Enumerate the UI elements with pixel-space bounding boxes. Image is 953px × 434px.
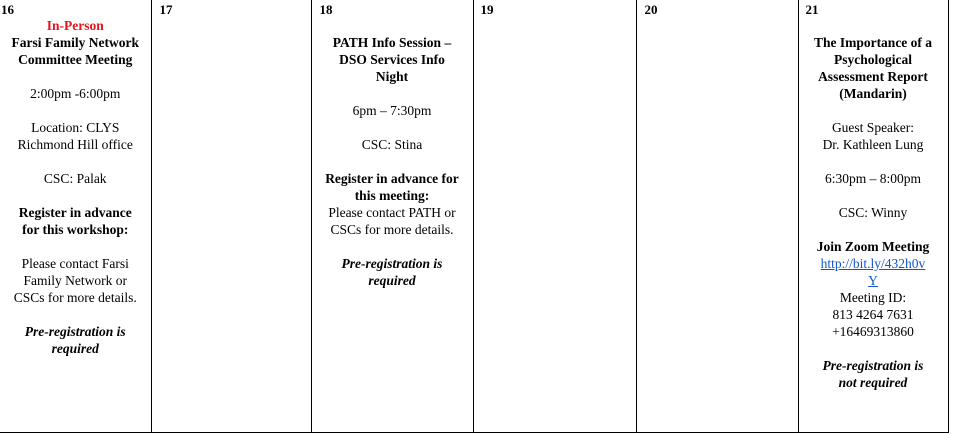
preregistration-note: required <box>51 341 99 356</box>
register-heading: Register in advance for <box>325 171 459 186</box>
day-cell-20 <box>636 0 798 432</box>
event-title-line: Assessment Report <box>818 69 928 84</box>
event-time: 6pm – 7:30pm <box>352 103 432 118</box>
event-title-line: PATH Info Session – <box>332 35 452 50</box>
meeting-id: 813 4264 7631 <box>832 307 914 322</box>
event-title-line: Psychological <box>834 52 912 67</box>
meeting-id-label: Meeting ID: <box>839 290 907 305</box>
zoom-heading: Join Zoom Meeting <box>816 239 930 254</box>
contact-info: Please contact PATH or <box>328 205 456 220</box>
preregistration-note: not required <box>838 375 908 390</box>
register-heading: this meeting: <box>354 188 430 203</box>
event-csc: CSC: Winny <box>838 205 908 220</box>
day-number-18: 18 <box>319 2 333 17</box>
event-title-line: Farsi Family Network <box>11 35 139 50</box>
day-number-21: 21 <box>805 2 819 17</box>
preregistration-note: Pre-registration is <box>341 256 443 271</box>
contact-info: CSCs for more details. <box>330 222 454 237</box>
day-cell-17 <box>151 0 311 432</box>
day-number-20: 20 <box>644 2 658 17</box>
contact-info: Family Network or <box>23 273 127 288</box>
dial-in-phone: +16469313860 <box>832 324 914 339</box>
event-time: 6:30pm – 8:00pm <box>824 171 921 186</box>
zoom-link[interactable]: http://bit.ly/432h0v <box>820 256 926 271</box>
day-cell-16 <box>0 0 151 432</box>
event-title-line: (Mandarin) <box>839 86 907 101</box>
event-title-line: Night <box>375 69 409 84</box>
day-number-19: 19 <box>480 2 494 17</box>
day-cell-18 <box>311 0 473 432</box>
event-title-line: Committee Meeting <box>18 52 133 67</box>
contact-info: CSCs for more details. <box>13 290 137 305</box>
event-title-line: The Importance of a <box>813 35 933 50</box>
event-location: Richmond Hill office <box>17 137 133 152</box>
event-title-line: DSO Services Info <box>339 52 445 67</box>
event-time: 2:00pm -6:00pm <box>30 86 121 101</box>
contact-info: Please contact Farsi <box>21 256 129 271</box>
preregistration-note: Pre-registration is <box>822 358 924 373</box>
register-heading: Register in advance <box>18 205 132 220</box>
register-heading: for this workshop: <box>22 222 129 237</box>
event-format-tag: In-Person <box>46 18 104 33</box>
speaker-name: Dr. Kathleen Lung <box>822 137 924 152</box>
zoom-link-continued[interactable]: Y <box>868 273 878 288</box>
speaker-label: Guest Speaker: <box>831 120 915 135</box>
day-number-17: 17 <box>159 2 173 17</box>
event-location: Location: CLYS <box>31 120 120 135</box>
preregistration-note: required <box>368 273 416 288</box>
event-csc: CSC: Stina <box>361 137 423 152</box>
day-cell-19 <box>473 0 636 432</box>
preregistration-note: Pre-registration is <box>24 324 126 339</box>
day-number-16: 16 <box>1 2 14 17</box>
event-csc: CSC: Palak <box>43 171 107 186</box>
day-cell-21 <box>798 0 948 432</box>
